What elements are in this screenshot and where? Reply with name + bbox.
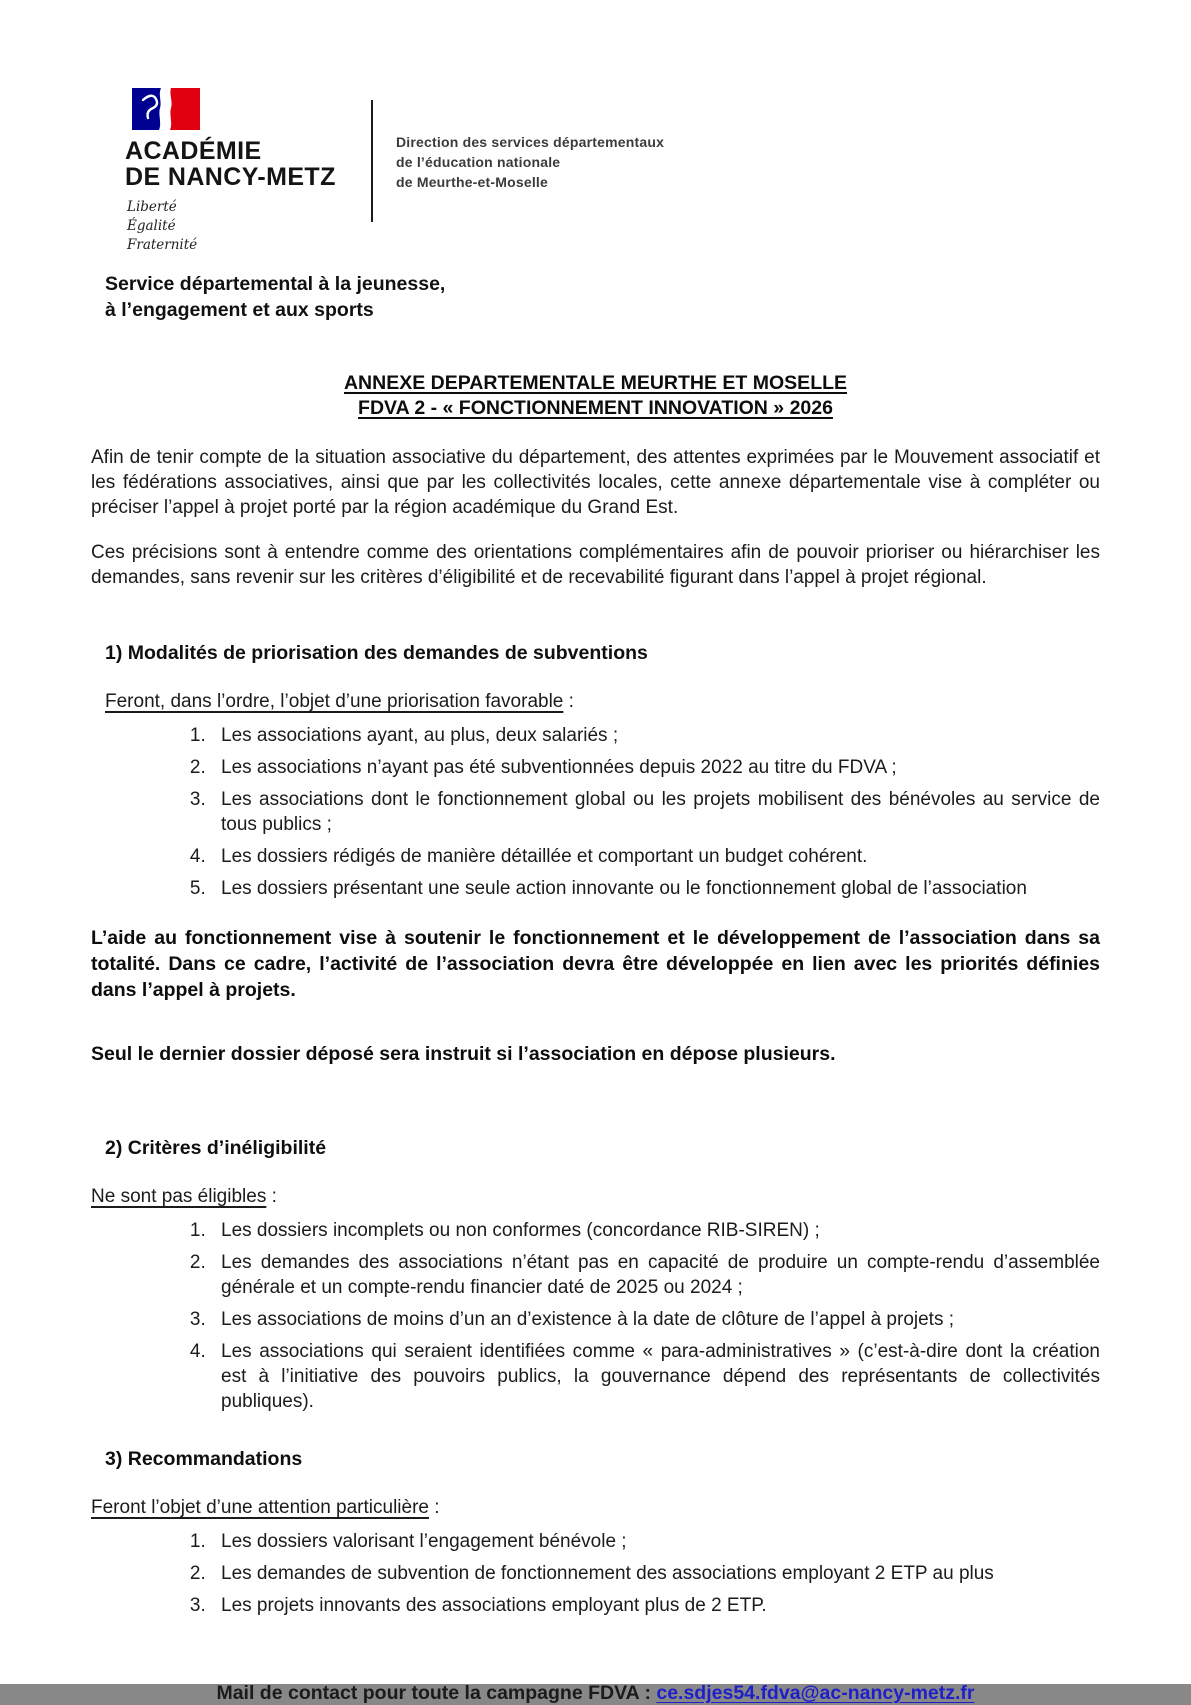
service-title-line2: à l’engagement et aux sports <box>105 298 374 321</box>
french-flag-marianne-icon <box>129 86 203 132</box>
list-item: 1. Les dossiers incomplets ou non conformes (concordance RIB-SIREN) ; <box>211 1218 1100 1243</box>
list-item: 1. Les associations ayant, au plus, deux salariés ; <box>211 723 1100 748</box>
section-2-heading: 2) Critères d’inéligibilité <box>105 1137 327 1160</box>
list-item: 2. Les demandes de subvention de fonctionnement des associations employant 2 ETP au plus <box>211 1561 1100 1586</box>
motto-fraternite: Fraternité <box>127 237 198 254</box>
academy-name-line2: DE NANCY-METZ <box>125 163 336 191</box>
document-body <box>0 272 1191 1705</box>
section-2-lead: Ne sont pas éligibles : <box>91 1186 277 1208</box>
section-1-heading: 1) Modalités de priorisation des demandes de subventions <box>105 642 648 665</box>
motto-liberte: Liberté <box>127 199 177 215</box>
intro-paragraph-1: Afin de tenir compte de la situation associative du département, des attentes exprimées par le Mouvement associatif et les fédérations associatives, ainsi que par les collectivités locales, cette annexe départementale vise à compléter ou préciser l’appel à projet porté par la région académique du Grand Est. <box>91 447 1100 519</box>
republic-motto <box>127 198 336 255</box>
contact-email-link[interactable]: ce.sdjes54.fdva@ac-nancy-metz.fr <box>656 1682 975 1705</box>
list-item: 1. Les dossiers valorisant l’engagement bénévole ; <box>211 1529 1100 1554</box>
letterhead <box>0 0 1191 254</box>
list-item: 5. Les dossiers présentant une seule action innovante ou le fonctionnement global de l’association <box>211 876 1100 901</box>
list-item: 4. Les dossiers rédigés de manière détaillée et comportant un budget cohérent. <box>211 844 1100 869</box>
list-item: 3. Les projets innovants des associations employant plus de 2 ETP. <box>211 1593 1100 1618</box>
list-item: 4. Les associations qui seraient identifiées comme « para-administratives » (c’est-à-dire dont la création est à l’initiative des pouvoirs publics, la gouvernance dépend des représentants de collectivités publiques). <box>211 1339 1100 1414</box>
list-item: 3. Les associations dont le fonctionnement global ou les projets mobilisent des bénévoles au service de tous publics ; <box>211 787 1100 837</box>
direction-line3: de Meurthe-et-Moselle <box>396 173 548 190</box>
list-item: 2. Les associations n’ayant pas été subventionnées depuis 2022 au titre du FDVA ; <box>211 755 1100 780</box>
direction-label <box>396 133 664 193</box>
list-item: 2. Les demandes des associations n’étant pas en capacité de produire un compte-rendu d’assemblée générale et un compte-rendu financier daté de 2025 ou 2024 ; <box>211 1250 1100 1300</box>
service-title-line1: Service départemental à la jeunesse, <box>105 273 446 295</box>
emphasis-paragraph-2: Seul le dernier dossier déposé sera instruit si l’association en dépose plusieurs. <box>91 1043 836 1066</box>
list-item: 3. Les associations de moins d’un an d’existence à la date de clôture de l’appel à projets ; <box>211 1307 1100 1332</box>
section-1-lead: Feront, dans l’ordre, l’objet d’une priorisation favorable : <box>105 691 574 713</box>
emphasis-paragraph-1: L’aide au fonctionnement vise à soutenir le fonctionnement et le développement de l’association dans sa totalité. Dans ce cadre, l’activité de l’association devra être développée en lien avec les priorités définies dans l’appel à projets. <box>91 927 1100 1002</box>
section-3-heading: 3) Recommandations <box>105 1448 303 1471</box>
brand-block <box>125 86 336 255</box>
document-title-line1: ANNEXE DEPARTEMENTALE MEURTHE ET MOSELLE <box>343 372 848 395</box>
contact-label: Mail de contact pour toute la campagne FDVA : <box>216 1682 657 1705</box>
service-title <box>105 272 1100 323</box>
direction-line2: de l’éducation nationale <box>396 153 561 170</box>
motto-egalite: Égalité <box>127 218 176 235</box>
intro-paragraph-2: Ces précisions sont à entendre comme des orientations complémentaires afin de pouvoir prioriser ou hiérarchiser les demandes, sans revenir sur les critères d’éligibilité et de recevabilité figurant dans l’appel à projet régional. <box>91 542 1100 589</box>
section-3-list <box>91 1529 1100 1618</box>
direction-line1: Direction des services départementaux <box>396 134 665 150</box>
section-1-list <box>91 723 1100 901</box>
document-title <box>91 371 1100 421</box>
header-divider <box>371 100 373 222</box>
document-title-line2: FDVA 2 - « FONCTIONNEMENT INNOVATION » 2026 <box>358 397 833 420</box>
contact-line <box>91 1682 1100 1705</box>
section-3-lead: Feront l’objet d’une attention particulière : <box>91 1497 440 1519</box>
section-2-list <box>91 1218 1100 1414</box>
academy-name-line1: ACADÉMIE <box>125 137 262 165</box>
